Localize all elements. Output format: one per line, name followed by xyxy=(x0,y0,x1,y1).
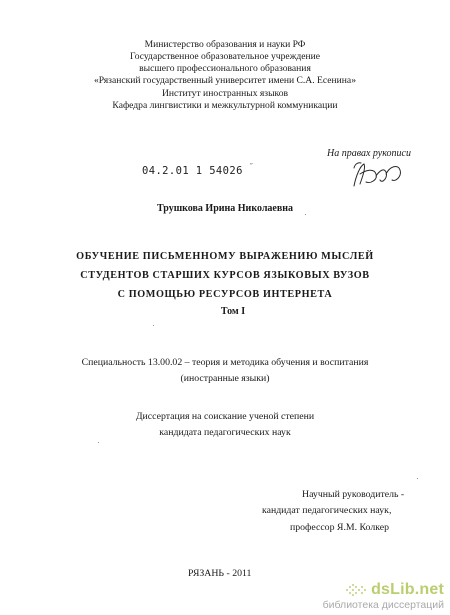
dotted-logo-icon xyxy=(345,583,367,597)
volume-label: Том I xyxy=(220,306,246,317)
ministry-line: Министерство образования и науки РФ xyxy=(144,39,306,50)
degree-field-line: кандидата педагогических наук xyxy=(159,427,291,438)
title-line-1: ОБУЧЕНИЕ ПИСЬМЕННОМУ ВЫРАЖЕНИЮ МЫСЛЕЙ xyxy=(76,251,374,262)
university-name-line: «Рязанский государственный университет имени С.А. Есенина» xyxy=(93,75,356,86)
advisor-name: профессор Я.М. Колкер xyxy=(290,522,389,533)
scan-speck xyxy=(305,214,306,215)
scan-speck xyxy=(98,442,99,443)
stamp-tick: ˝ xyxy=(250,162,253,171)
title-line-2: СТУДЕНТОВ СТАРШИХ КУРСОВ ЯЗЫКОВЫХ ВУЗОВ xyxy=(80,270,370,281)
author-name: Трушкова Ирина Николаевна xyxy=(156,203,294,214)
city-year: РЯЗАНЬ - 2011 xyxy=(188,568,252,579)
advisor-degree: кандидат педагогических наук, xyxy=(262,505,392,516)
rights-note: На правах рукописи xyxy=(327,148,411,159)
department-line: Кафедра лингвистики и межкультурной коммуникации xyxy=(112,100,338,111)
institution-type-line: Государственное образовательное учреждение xyxy=(130,51,320,62)
specialty-subline: (иностранные языки) xyxy=(180,373,270,384)
institute-line: Институт иностранных языков xyxy=(161,88,289,99)
dslib-watermark[interactable] xyxy=(323,581,444,611)
education-level-line: высшего профессионального образования xyxy=(139,63,311,74)
degree-line: Диссертация на соискание ученой степени xyxy=(135,411,315,422)
watermark-subtitle: библиотека диссертаций xyxy=(322,599,444,611)
advisor-label: Научный руководитель - xyxy=(302,489,405,500)
specialty-line: Специальность 13.00.02 – теория и методика обучения и воспитания xyxy=(81,357,369,368)
title-line-3: С ПОМОЩЬЮ РЕСУРСОВ ИНТЕРНЕТА xyxy=(117,289,333,300)
scan-speck xyxy=(417,478,418,479)
scan-speck xyxy=(153,325,154,326)
handwritten-signature xyxy=(346,158,410,192)
registration-stamp: 04.2.01 1 54026 xyxy=(142,165,243,177)
watermark-name: dsLib.net xyxy=(371,581,444,598)
